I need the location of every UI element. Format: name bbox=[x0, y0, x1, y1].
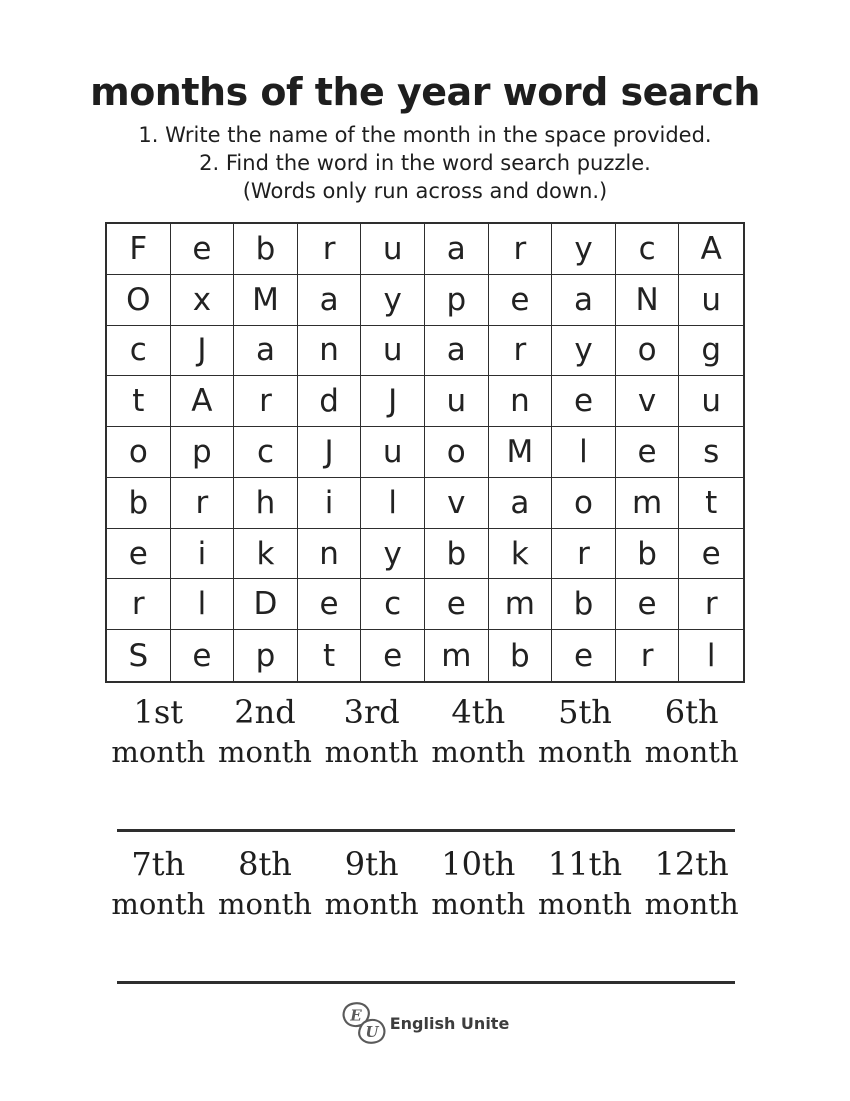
grid-cell-r2c2: x bbox=[171, 275, 235, 326]
ordinal-label: 6th bbox=[664, 693, 719, 731]
grid-cell-r4c3: r bbox=[234, 376, 298, 427]
grid-cell-r4c4: d bbox=[298, 376, 362, 427]
grid-cell-r1c4: r bbox=[298, 224, 362, 275]
ordinal-label: 7th bbox=[131, 845, 186, 883]
grid-cell-r3c3: a bbox=[234, 326, 298, 377]
month-label: month bbox=[431, 735, 526, 769]
ordinal-label: 1st bbox=[133, 693, 184, 731]
grid-cell-r6c1: b bbox=[107, 478, 171, 529]
grid-cell-r5c3: c bbox=[234, 427, 298, 478]
grid-cell-r1c9: c bbox=[616, 224, 680, 275]
grid-cell-r7c6: b bbox=[425, 529, 489, 580]
grid-cell-r8c5: c bbox=[361, 579, 425, 630]
grid-cell-r9c2: e bbox=[171, 630, 235, 681]
grid-cell-r3c10: g bbox=[679, 326, 743, 377]
grid-cell-r4c9: v bbox=[616, 376, 680, 427]
grid-cell-r3c1: c bbox=[107, 326, 171, 377]
grid-cell-r9c8: e bbox=[552, 630, 616, 681]
answer-blank-7th bbox=[105, 844, 212, 922]
grid-cell-r3c2: J bbox=[171, 326, 235, 377]
grid-cell-r3c6: a bbox=[425, 326, 489, 377]
grid-cell-r2c9: N bbox=[616, 275, 680, 326]
grid-cell-r4c8: e bbox=[552, 376, 616, 427]
ordinal-label: 9th bbox=[344, 845, 399, 883]
grid-cell-r7c4: n bbox=[298, 529, 362, 580]
grid-cell-r9c3: p bbox=[234, 630, 298, 681]
grid-cell-r8c10: r bbox=[679, 579, 743, 630]
answer-blank-4th bbox=[425, 692, 532, 770]
grid-cell-r3c7: r bbox=[489, 326, 553, 377]
month-label: month bbox=[538, 887, 632, 921]
grid-cell-r5c7: M bbox=[489, 427, 553, 478]
grid-cell-r6c8: o bbox=[552, 478, 616, 529]
instruction-line-1: 1. Write the name of the month in the space provided. bbox=[138, 123, 712, 147]
month-label: month bbox=[538, 735, 632, 769]
writing-line-2 bbox=[117, 981, 735, 984]
instruction-line-3: (Words only run across and down.) bbox=[242, 179, 608, 203]
grid-cell-r7c7: k bbox=[489, 529, 553, 580]
grid-cell-r4c7: n bbox=[489, 376, 553, 427]
grid-cell-r7c1: e bbox=[107, 529, 171, 580]
grid-cell-r4c6: u bbox=[425, 376, 489, 427]
grid-cell-r8c2: l bbox=[171, 579, 235, 630]
grid-cell-r4c10: u bbox=[679, 376, 743, 427]
month-label: month bbox=[644, 735, 739, 769]
grid-cell-r2c5: y bbox=[361, 275, 425, 326]
grid-cell-r4c2: A bbox=[171, 376, 235, 427]
ordinal-label: 10th bbox=[441, 845, 516, 883]
answer-blank-8th bbox=[212, 844, 319, 922]
grid-cell-r1c2: e bbox=[171, 224, 235, 275]
grid-cell-r2c8: a bbox=[552, 275, 616, 326]
page-title: months of the year word search bbox=[90, 70, 760, 114]
grid-cell-r9c7: b bbox=[489, 630, 553, 681]
grid-cell-r6c5: l bbox=[361, 478, 425, 529]
answer-blanks-group-1 bbox=[105, 692, 745, 770]
answer-blank-5th bbox=[532, 692, 639, 770]
answer-blank-12th bbox=[638, 844, 745, 922]
ordinal-label: 12th bbox=[654, 845, 729, 883]
month-label: month bbox=[111, 887, 206, 921]
grid-cell-r8c3: D bbox=[234, 579, 298, 630]
answer-blank-9th bbox=[318, 844, 425, 922]
grid-cell-r1c5: u bbox=[361, 224, 425, 275]
month-label: month bbox=[111, 735, 206, 769]
ordinal-label: 8th bbox=[238, 845, 292, 883]
grid-cell-r2c7: e bbox=[489, 275, 553, 326]
grid-cell-r1c8: y bbox=[552, 224, 616, 275]
grid-cell-r4c1: t bbox=[107, 376, 171, 427]
grid-cell-r8c7: m bbox=[489, 579, 553, 630]
grid-cell-r9c6: m bbox=[425, 630, 489, 681]
grid-cell-r8c9: e bbox=[616, 579, 680, 630]
grid-cell-r9c1: S bbox=[107, 630, 171, 681]
grid-cell-r7c2: i bbox=[171, 529, 235, 580]
answer-blank-3rd bbox=[318, 692, 425, 770]
grid-cell-r7c10: e bbox=[679, 529, 743, 580]
instructions bbox=[0, 121, 850, 205]
ordinal-label: 3rd bbox=[343, 693, 400, 731]
grid-cell-r6c3: h bbox=[234, 478, 298, 529]
ordinal-label: 2nd bbox=[234, 693, 296, 731]
grid-cell-r6c4: i bbox=[298, 478, 362, 529]
month-label: month bbox=[218, 887, 312, 921]
grid-cell-r2c1: O bbox=[107, 275, 171, 326]
grid-cell-r5c10: s bbox=[679, 427, 743, 478]
month-label: month bbox=[431, 887, 526, 921]
word-search-grid bbox=[105, 222, 745, 683]
answer-blanks-group-2 bbox=[105, 844, 745, 922]
grid-cell-r5c5: u bbox=[361, 427, 425, 478]
grid-cell-r8c4: e bbox=[298, 579, 362, 630]
grid-cell-r7c3: k bbox=[234, 529, 298, 580]
grid-cell-r3c5: u bbox=[361, 326, 425, 377]
writing-line-1 bbox=[117, 829, 735, 832]
month-label: month bbox=[324, 735, 419, 769]
answer-blank-10th bbox=[425, 844, 532, 922]
brand-name: English Unite bbox=[389, 1013, 510, 1033]
grid-cell-r9c9: r bbox=[616, 630, 680, 681]
grid-cell-r3c8: y bbox=[552, 326, 616, 377]
grid-cell-r9c5: e bbox=[361, 630, 425, 681]
grid-cell-r5c6: o bbox=[425, 427, 489, 478]
grid-cell-r7c9: b bbox=[616, 529, 680, 580]
grid-cell-r9c10: l bbox=[706, 637, 716, 674]
grid-cell-r3c4: n bbox=[298, 326, 362, 377]
grid-cell-r1c1: F bbox=[107, 224, 171, 275]
footer-brand bbox=[0, 1000, 850, 1046]
grid-cell-r1c3: b bbox=[234, 224, 298, 275]
month-label: month bbox=[644, 887, 739, 921]
logo-letter-e: E bbox=[350, 1006, 362, 1025]
grid-cell-r6c2: r bbox=[171, 478, 235, 529]
grid-cell-r5c2: p bbox=[171, 427, 235, 478]
month-label: month bbox=[324, 887, 419, 921]
english-unite-logo-icon bbox=[341, 1000, 387, 1046]
answer-blank-11th bbox=[532, 844, 639, 922]
answer-blank-1st bbox=[105, 692, 212, 770]
ordinal-label: 5th bbox=[558, 693, 612, 731]
grid-cell-r5c8: l bbox=[552, 427, 616, 478]
ordinal-label: 11th bbox=[547, 845, 623, 883]
grid-cell-r6c10: t bbox=[679, 478, 743, 529]
grid-cell-r1c10: A bbox=[679, 224, 743, 275]
grid-cell-r6c6: v bbox=[425, 478, 489, 529]
answer-blank-2nd bbox=[212, 692, 319, 770]
grid-cell-r6c7: a bbox=[489, 478, 553, 529]
grid-cell-r8c8: b bbox=[552, 579, 616, 630]
grid-cell-r1c7: r bbox=[489, 224, 553, 275]
grid-cell-r8c1: r bbox=[107, 579, 171, 630]
instruction-line-2: 2. Find the word in the word search puzzle. bbox=[199, 151, 651, 175]
answer-blank-6th bbox=[638, 692, 745, 770]
grid-cell-r2c3: M bbox=[234, 275, 298, 326]
grid-cell-r5c1: o bbox=[107, 427, 171, 478]
grid-cell-r4c5: J bbox=[361, 376, 425, 427]
grid-cell-r5c4: J bbox=[298, 427, 362, 478]
grid-cell-r6c9: m bbox=[616, 478, 680, 529]
grid-cell-r7c8: r bbox=[552, 529, 616, 580]
grid-cell-r1c6: a bbox=[425, 224, 489, 275]
grid-cell-r8c6: e bbox=[425, 579, 489, 630]
grid-cell-r3c9: o bbox=[616, 326, 680, 377]
grid-cell-r9c4: t bbox=[298, 630, 362, 681]
grid-cell-r2c6: p bbox=[425, 275, 489, 326]
grid-cell-r2c4: a bbox=[298, 275, 362, 326]
month-label: month bbox=[218, 735, 312, 769]
logo-letter-u: U bbox=[365, 1023, 379, 1042]
grid-cell-r5c9: e bbox=[616, 427, 680, 478]
ordinal-label: 4th bbox=[451, 693, 506, 731]
grid-cell-r7c5: y bbox=[361, 529, 425, 580]
grid-cell-r2c10: u bbox=[679, 275, 743, 326]
